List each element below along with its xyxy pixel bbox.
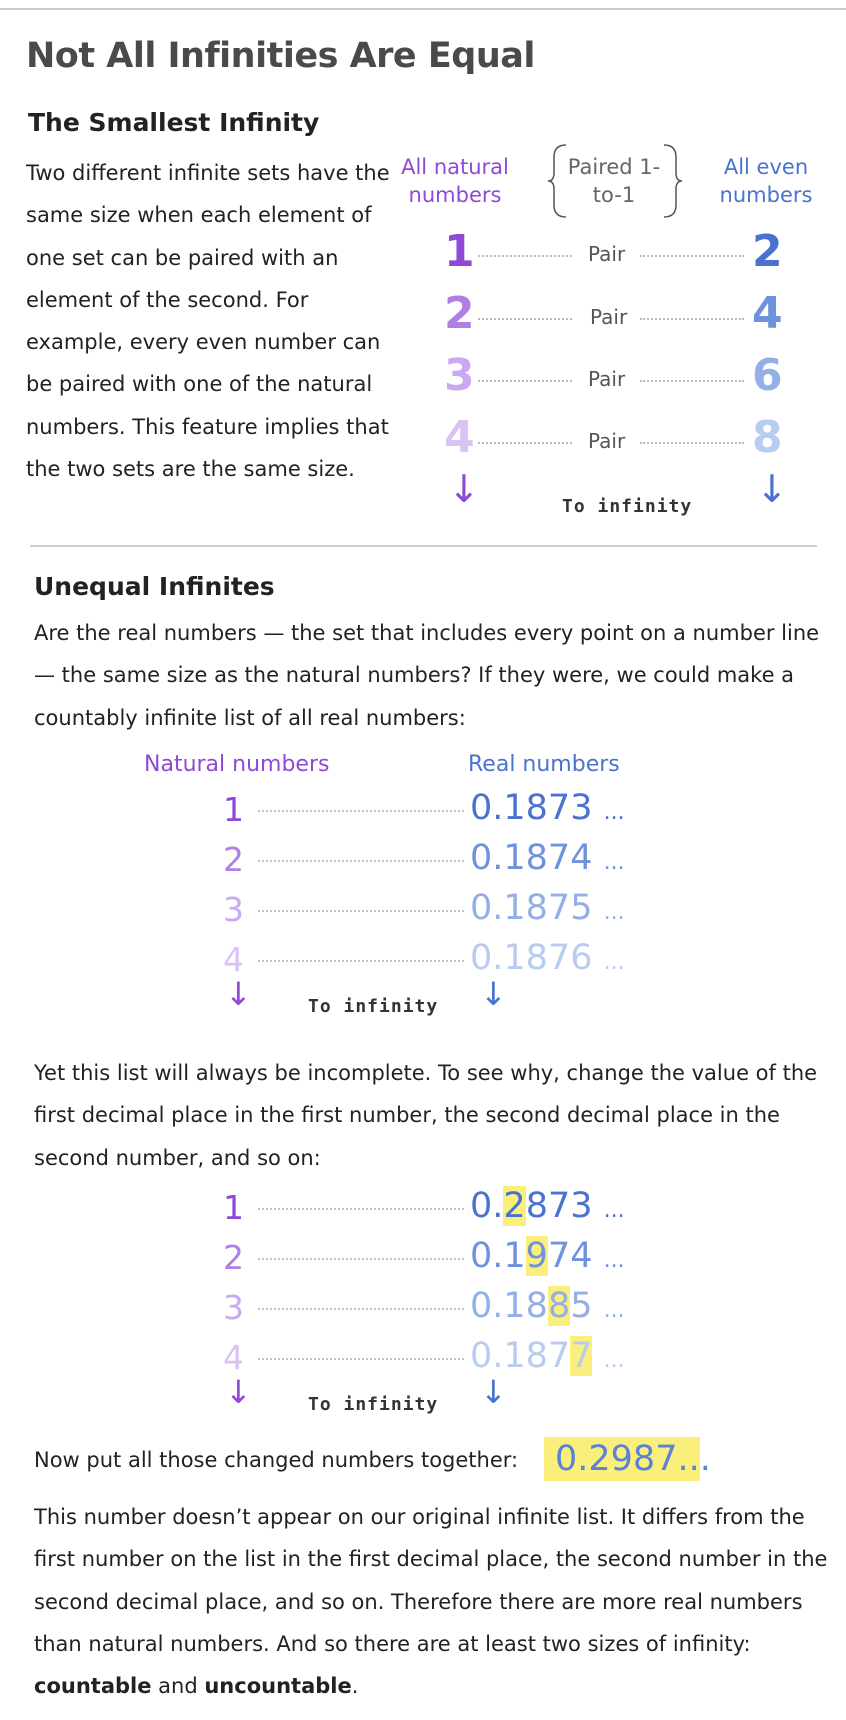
to-infinity-label: To infinity [308,1394,439,1415]
section1-heading: The Smallest Infinity [28,108,320,137]
even-number: 2 [752,226,783,277]
dotted-connector [640,442,744,444]
digits-before: 0.18 [470,1286,548,1326]
dotted-connector [258,910,464,912]
section1-text: Two different infinite sets have the same size when each element of one set can be paired with an element of the second. For example, every even number can be paired with one of the natural numbers. This feature implies that the two sets are the same size. [26,161,390,482]
natural-number: 3 [223,890,244,929]
down-arrow-icon: ↓ [225,1373,252,1411]
changed-digit: 9 [525,1236,548,1276]
dotted-connector [258,960,464,962]
pair-label: Pair [588,367,626,391]
natural-number: 4 [223,940,244,979]
dotted-connector [640,255,744,257]
digits-before: 0.1 [470,1236,526,1276]
dotted-connector [258,810,464,812]
digits-after: 74 [547,1236,593,1276]
conclusion-text [34,1496,834,1707]
dotted-connector [258,1208,464,1210]
natural-numbers-header: Natural numbers [144,752,330,777]
digits-before: 0. [470,1186,504,1226]
combine-text: Now put all those changed numbers together: [34,1448,519,1472]
right-brace-icon [662,143,684,219]
paired-header: Paired 1-to-1 [567,155,661,207]
dotted-connector [478,318,572,320]
even-header: All even numbers [719,155,813,207]
dotted-connector [258,860,464,862]
dotted-connector [258,1258,464,1260]
natural-number: 3 [444,350,475,401]
dotted-connector [478,380,572,382]
section2-explanation: Yet this list will always be incomplete. To see why, change the value of the first decimal place in the first number, the second decimal place in the second number, and so on: [34,1061,818,1170]
ellipsis: ... [603,1348,625,1373]
real-value: 0.1876 [470,938,593,978]
real-number [470,788,625,828]
pair-label: Pair [590,305,628,329]
pair-label: Pair [588,429,626,453]
natural-number: 1 [444,226,475,277]
page-title: Not All Infinities Are Equal [26,36,535,76]
even-number: 4 [752,288,783,339]
section2-intro: Are the real numbers — the set that includes every point on a number line — the same size as the natural numbers? If they were, we could make a countably infinite list of all real numbers: [34,621,820,730]
ellipsis: ... [603,1298,625,1323]
ellipsis: ... [603,1198,625,1223]
down-arrow-icon: ↓ [480,1373,507,1411]
natural-number: 2 [223,840,244,879]
dotted-connector [258,1358,464,1360]
down-arrow-icon: ↓ [480,975,507,1013]
dotted-connector [640,318,744,320]
and-word: and [158,1674,198,1699]
real-number [470,888,625,928]
down-arrow-icon: ↓ [756,467,788,511]
ellipsis: ... [603,900,625,925]
pair-label: Pair [588,242,626,266]
period: . [351,1674,359,1699]
down-arrow-icon: ↓ [225,975,252,1013]
real-numbers-header: Real numbers [468,752,620,777]
natural-number: 2 [223,1238,244,1277]
section-divider [30,545,817,547]
ellipsis: ... [603,1248,625,1273]
conclusion-body: This number doesn’t appear on our original infinite list. It differs from the first number on the list in the first decimal place, the second number in the second decimal place, and so on. Therefore there are more real numbers than natural numbers. And so there are at least two sizes of infinity: [34,1505,828,1656]
even-number: 6 [752,350,783,401]
natural-header: All natural numbers [401,155,509,207]
real-number [470,1186,625,1226]
changed-digit: 2 [503,1186,526,1226]
natural-number: 3 [223,1288,244,1327]
dotted-connector [478,255,572,257]
real-value: 0.1873 [470,788,593,828]
dotted-connector [478,442,572,444]
to-infinity-label: To infinity [562,496,693,517]
digits-before: 0.187 [470,1336,571,1376]
real-number [470,1236,625,1276]
real-number [470,1336,625,1376]
countable-term: countable [34,1674,152,1699]
digits-after: 5 [570,1286,593,1326]
ellipsis: ... [603,850,625,875]
real-number [470,938,625,978]
changed-digit: 7 [570,1336,593,1376]
real-value: 0.1874 [470,838,593,878]
digits-after: 873 [525,1186,593,1226]
changed-digit: 8 [547,1286,571,1326]
dotted-connector [640,380,744,382]
section2-heading: Unequal Infinites [34,572,275,601]
top-rule [0,8,846,10]
real-value: 0.1875 [470,888,593,928]
dotted-connector [258,1308,464,1310]
real-number [470,838,625,878]
natural-number: 1 [223,790,244,829]
natural-number: 4 [444,412,475,463]
down-arrow-icon: ↓ [448,467,480,511]
to-infinity-label: To infinity [308,996,439,1017]
uncountable-term: uncountable [204,1674,352,1699]
even-number: 8 [752,412,783,463]
ellipsis: ... [603,950,625,975]
natural-number: 4 [223,1338,244,1377]
real-number [470,1286,625,1326]
final-number: 0.2987... [555,1439,711,1479]
ellipsis: ... [603,800,625,825]
natural-number: 1 [223,1188,244,1227]
natural-number: 2 [444,288,475,339]
